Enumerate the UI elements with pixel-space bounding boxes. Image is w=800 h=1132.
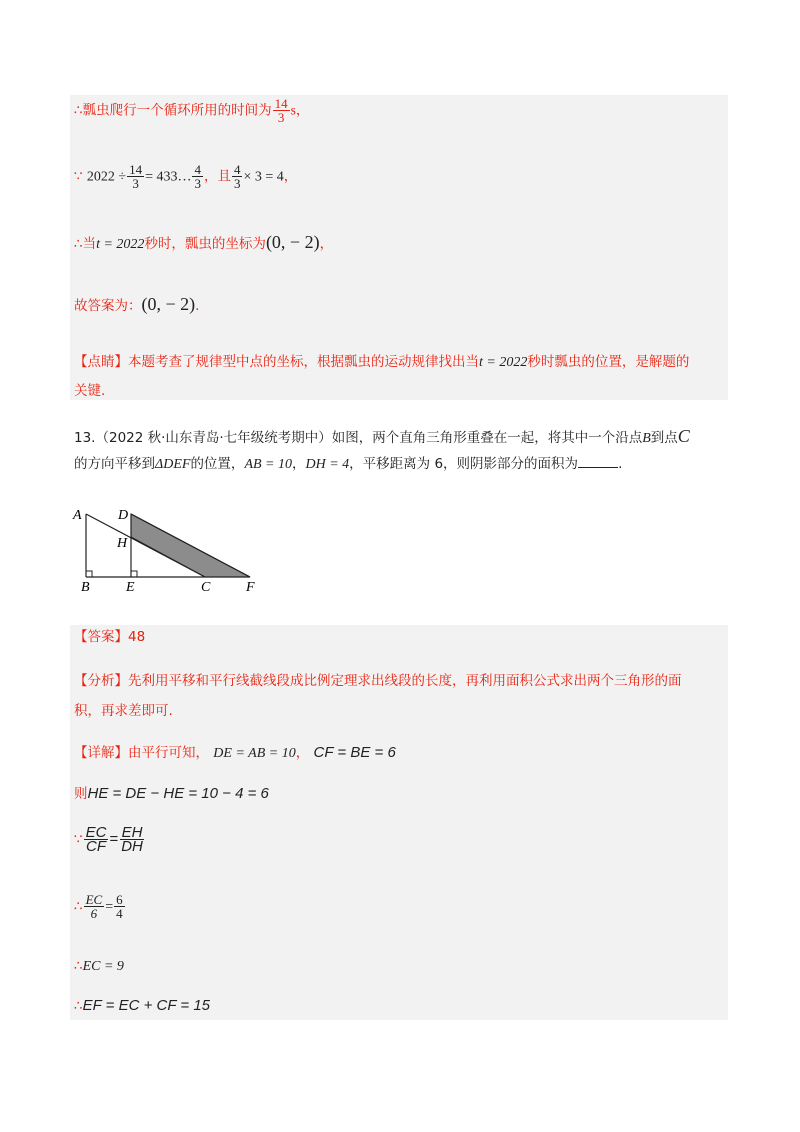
step-4-line: ∴EC = 9 [74, 958, 124, 974]
analysis-line-1: 【分析】先利用平移和平行线截线段成比例定理求出线段的长度，再利用面积公式求出两个三角形的面 [74, 673, 682, 689]
label-C: C [201, 580, 211, 595]
label-B: B [81, 580, 90, 595]
cycle-time-line: ∴瓢虫爬行一个循环所用的时间为 $\frac{14}{3}$ s， [74, 96, 310, 125]
detail-line: 【详解】由平行可知， DE = AB = 10， CF = BE = 6 [74, 744, 396, 761]
answer-tag-line: 【答案】48 [74, 629, 146, 645]
division-line: ∵ 2022 ÷ $\frac{14}{3}$ = 433… $\frac{4}{3}$ ，且 $\frac{4}{3}$ × 3 = 4， [74, 162, 298, 191]
label-F: F [246, 580, 255, 595]
triangle-diagram [70, 500, 270, 595]
label-H: H [117, 536, 128, 551]
comment-line-2: 关键. [74, 383, 106, 399]
step-1-line: 则HE = DE − HE = 10 − 4 = 6 [74, 785, 269, 802]
analysis-line-2: 积，再求差即可. [74, 703, 173, 719]
question-13-line-1: 13.（2022 秋·山东青岛·七年级统考期中）如图，两个直角三角形重叠在一起，将其中一个沿点B到点C [74, 426, 690, 446]
answer-blank [578, 455, 618, 468]
step-2-line: ∵ $\frac{EC}{CF}$ = $\frac{EH}{DH}$ [74, 824, 143, 855]
right-angle-B [86, 571, 92, 577]
comment-line-1: 【点睛】本题考查了规律型中点的坐标，根据瓢虫的运动规律找出当t = 2022秒时瓢虫的位置，是解题的 [74, 354, 690, 370]
fraction-14-3: $\frac{14}{3}$ [274, 96, 288, 125]
label-D: D [118, 508, 129, 523]
question-13-line-2: 的方向平移到ΔDEF的位置，AB = 10，DH = 4，平移距离为 6，则阴影部分的面积为 . [74, 456, 623, 472]
label-A: A [73, 508, 82, 523]
label-E: E [126, 580, 135, 595]
right-angle-E [131, 571, 137, 577]
answer-line: 故答案为：(0, − 2). [74, 294, 200, 314]
step-3-line: ∴ $\frac{EC}{6}$ = $\frac{6}{4}$ [74, 892, 123, 921]
step-5-line: ∴EF = EC + CF = 15 [74, 997, 211, 1014]
coordinate-line: ∴当t = 2022秒时，瓢虫的坐标为(0, − 2)， [74, 232, 334, 252]
